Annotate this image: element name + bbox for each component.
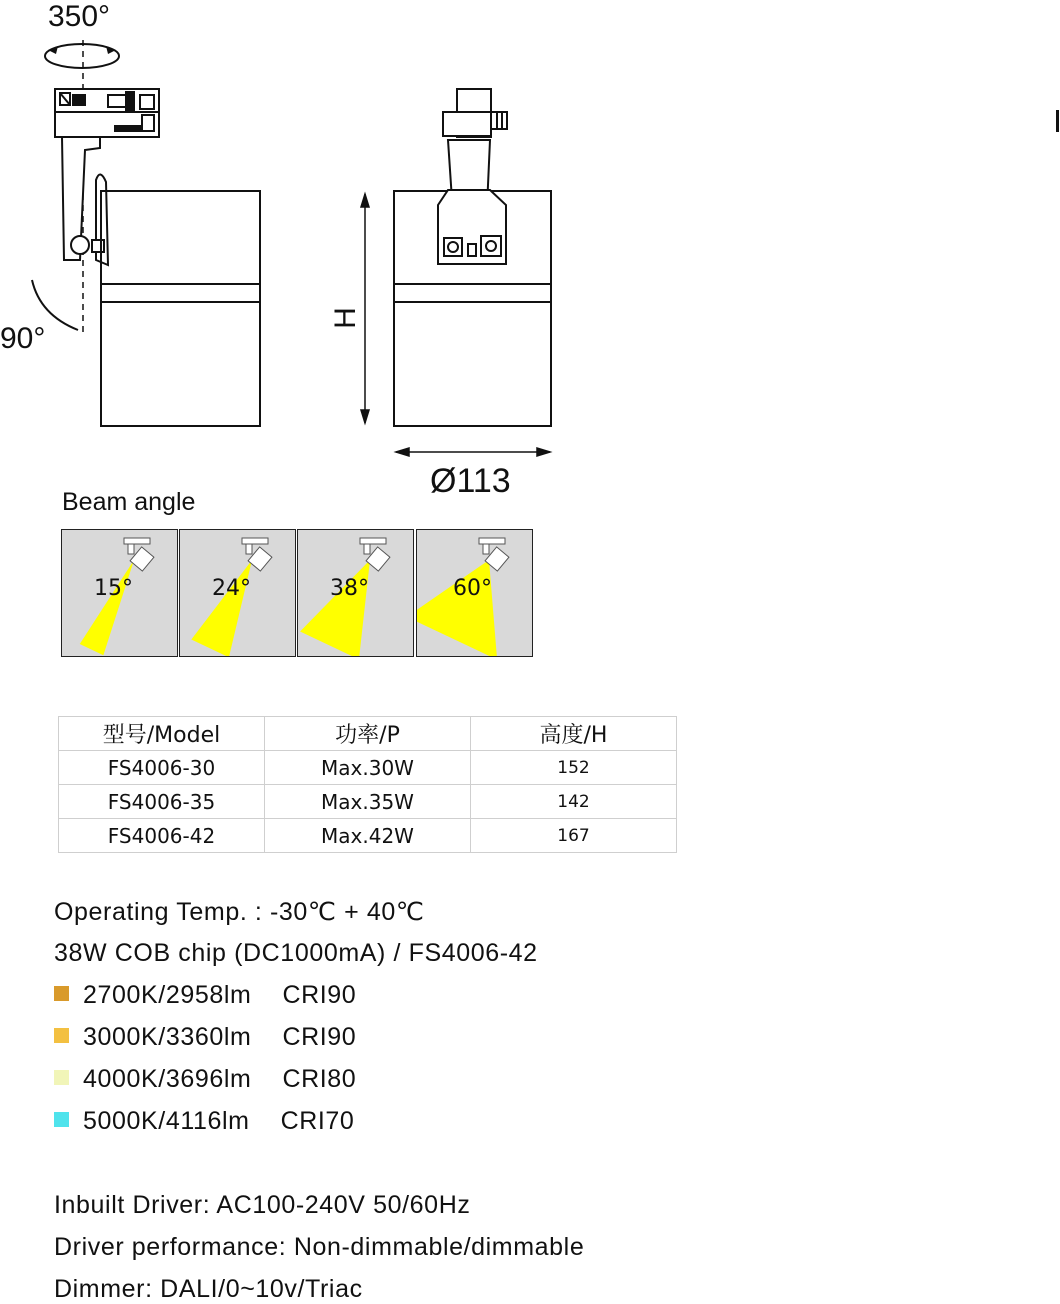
beam-angle-box [416,529,533,657]
cell-power: Max.35W [265,785,471,819]
beam-angle-box [179,529,296,657]
color-swatch [54,1112,69,1127]
technical-drawing [0,0,1060,470]
driver-info: Inbuilt Driver: AC100-240V 50/60Hz [54,1191,471,1219]
color-swatch [54,986,69,1001]
cri-value: CRI80 [282,1065,357,1093]
cell-power: Max.30W [265,751,471,785]
table-row [59,819,677,853]
cell-model: FS4006-30 [59,751,265,785]
fixture-icon [242,538,268,544]
color-temp-item [54,1065,356,1094]
header-model: 型号/Model [59,717,265,751]
fixture-icon [364,544,370,554]
model-table [58,716,677,853]
color-temp-item [54,981,356,1010]
side-view-adapter [55,89,159,265]
chip-info: 38W COB chip (DC1000mA) / FS4006-42 [54,939,538,967]
color-temp-label: 4000K/3696lm [83,1065,252,1093]
fixture-icon [479,538,505,544]
color-swatch [54,1028,69,1043]
side-view-body [101,191,260,426]
rotation-horizontal-label: 350° [48,0,111,33]
cell-height: 142 [471,785,677,819]
rotation-vertical-label: 90° [0,322,46,355]
beam-angle-label: 60° [453,576,492,601]
color-swatch [54,1070,69,1085]
beam-angle-label: 38° [330,576,369,601]
beam-cone [300,560,370,657]
cri-value: CRI70 [280,1107,355,1135]
beam-angle-box [61,529,178,657]
dimmer-info: Dimmer: DALI/0~10v/Triac [54,1275,363,1303]
beam-angle-label: 15° [94,576,133,601]
fixture-icon [246,544,252,554]
edge-mark [1056,110,1059,132]
table-row [59,785,677,819]
fixture-icon [128,544,134,554]
cell-power: Max.42W [265,819,471,853]
cell-model: FS4006-35 [59,785,265,819]
color-temp-item [54,1107,354,1136]
cell-model: FS4006-42 [59,819,265,853]
beam-angle-box [297,529,414,657]
diameter-dimension-arrow [396,448,550,456]
beam-cone [191,560,252,657]
beam-cone [80,560,134,655]
table-header-row [59,717,677,751]
height-label: H [329,307,362,329]
fixture-icon [124,538,150,544]
color-temp-label: 5000K/4116lm [83,1107,250,1135]
cri-value: CRI90 [282,981,357,1009]
header-power: 功率/P [265,717,471,751]
beam-cone [417,560,497,657]
fixture-icon [360,538,386,544]
cell-height: 152 [471,751,677,785]
color-temp-label: 3000K/3360lm [83,1023,252,1051]
diameter-text: Ø113 [430,462,511,500]
cri-value: CRI90 [282,1023,357,1051]
driver-performance: Driver performance: Non-dimmable/dimmable [54,1233,585,1261]
front-view-body [394,190,551,426]
header-height: 高度/H [471,717,677,751]
operating-temp: Operating Temp. : -30℃ + 40℃ [54,898,425,926]
fixture-icon [483,544,489,554]
table-row [59,751,677,785]
beam-angle-label: 24° [212,576,251,601]
height-dimension-arrow [361,194,369,423]
color-temp-item [54,1023,356,1052]
beam-angle-title: Beam angle [62,488,196,516]
color-temp-label: 2700K/2958lm [83,981,252,1009]
cell-height: 167 [471,819,677,853]
